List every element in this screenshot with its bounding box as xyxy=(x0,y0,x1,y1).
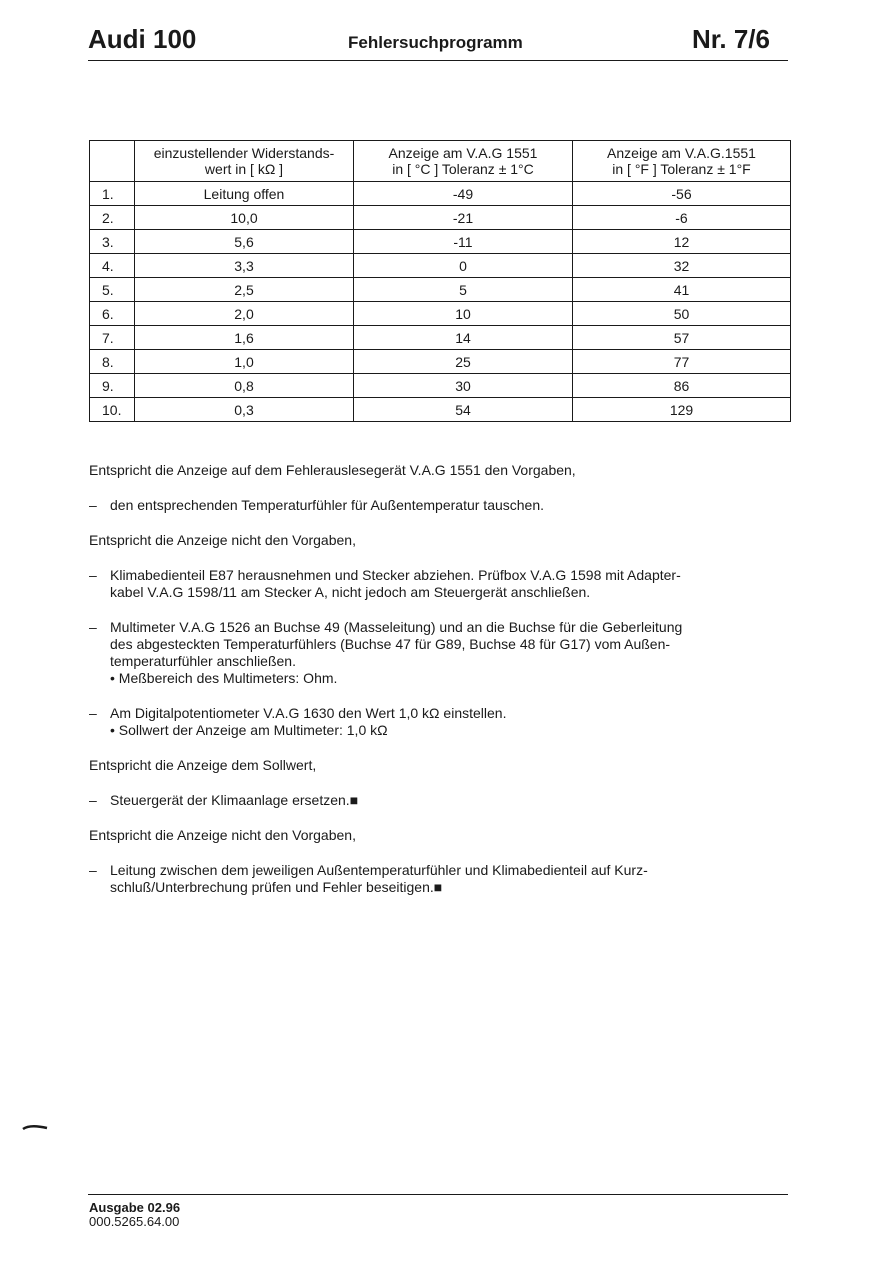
resistance-value: 5,6 xyxy=(135,230,354,254)
resistance-value: 2,5 xyxy=(135,278,354,302)
condition-nominal: Entspricht die Anzeige dem Sollwert, xyxy=(89,757,317,773)
table-row xyxy=(90,326,791,350)
celsius-value: 5 xyxy=(354,278,573,302)
condition-not-ok: Entspricht die Anzeige nicht den Vorgaben, xyxy=(89,532,356,548)
document-code: 000.5265.64.00 xyxy=(89,1214,180,1229)
dash: – xyxy=(89,792,97,808)
resistance-value: 0,8 xyxy=(135,374,354,398)
row-index: 10. xyxy=(90,398,135,422)
table-row xyxy=(90,374,791,398)
header-fahrenheit: Anzeige am V.A.G.1551 in [ °F ] Toleranz ± 1°F xyxy=(573,141,791,182)
step-check-wiring xyxy=(89,862,749,896)
resistance-table xyxy=(89,140,791,422)
celsius-value: -21 xyxy=(354,206,573,230)
step-text: Am Digitalpotentiometer V.A.G 1630 den Wert 1,0 kΩ einstellen. xyxy=(110,705,507,721)
header-divider xyxy=(88,60,788,61)
row-index: 8. xyxy=(90,350,135,374)
fahrenheit-value: -56 xyxy=(573,182,791,206)
header-celsius: Anzeige am V.A.G 1551 in [ °C ] Toleranz ± 1°C xyxy=(354,141,573,182)
fahrenheit-value: 57 xyxy=(573,326,791,350)
dash: – xyxy=(89,705,97,721)
fahrenheit-value: -6 xyxy=(573,206,791,230)
step-bullet: • Meßbereich des Multimeters: Ohm. xyxy=(110,670,338,686)
celsius-value: 10 xyxy=(354,302,573,326)
table-row xyxy=(90,230,791,254)
step-connect-multimeter xyxy=(89,619,749,687)
celsius-value: 0 xyxy=(354,254,573,278)
step-content xyxy=(110,705,749,739)
step-replace-control-unit xyxy=(89,792,749,809)
binder-mark-icon xyxy=(22,1124,48,1130)
row-index: 7. xyxy=(90,326,135,350)
table-body xyxy=(90,182,791,422)
celsius-value: 25 xyxy=(354,350,573,374)
dash: – xyxy=(89,619,97,635)
table-row xyxy=(90,350,791,374)
condition-not-ok-2: Entspricht die Anzeige nicht den Vorgaben, xyxy=(89,827,356,843)
row-index: 3. xyxy=(90,230,135,254)
model-title: Audi 100 xyxy=(88,24,197,54)
program-title: Fehlersuchprogramm xyxy=(348,33,523,52)
step-bullet: • Sollwert der Anzeige am Multimeter: 1,0 kΩ xyxy=(110,722,388,738)
fahrenheit-value: 41 xyxy=(573,278,791,302)
row-index: 6. xyxy=(90,302,135,326)
step-text: Leitung zwischen dem jeweiligen Außentemperaturfühler und Klimabedienteil auf Kurz- schluß/Unterbrechung prüfen und Fehler beseitigen.■ xyxy=(110,862,648,895)
page-header xyxy=(88,22,788,60)
fahrenheit-value: 77 xyxy=(573,350,791,374)
edition: Ausgabe 02.96 xyxy=(89,1200,181,1215)
step-content xyxy=(110,619,749,687)
fahrenheit-value: 12 xyxy=(573,230,791,254)
celsius-value: 54 xyxy=(354,398,573,422)
dash: – xyxy=(89,567,97,583)
fahrenheit-value: 50 xyxy=(573,302,791,326)
condition-ok: Entspricht die Anzeige auf dem Fehlerauslesegerät V.A.G 1551 den Vorgaben, xyxy=(89,462,576,478)
resistance-value: 1,0 xyxy=(135,350,354,374)
row-index: 4. xyxy=(90,254,135,278)
row-index: 9. xyxy=(90,374,135,398)
footer-divider xyxy=(88,1194,788,1195)
instructions xyxy=(89,462,749,914)
table-header-row xyxy=(90,141,791,182)
row-index: 2. xyxy=(90,206,135,230)
row-index: 5. xyxy=(90,278,135,302)
dash: – xyxy=(89,862,97,878)
resistance-value: 1,6 xyxy=(135,326,354,350)
table-row xyxy=(90,278,791,302)
celsius-value: 30 xyxy=(354,374,573,398)
header-index xyxy=(90,141,135,182)
step-set-potentiometer xyxy=(89,705,749,739)
fahrenheit-value: 32 xyxy=(573,254,791,278)
page-footer xyxy=(89,1201,180,1229)
header-resistance: einzustellender Widerstands- wert in [ kΩ ] xyxy=(135,141,354,182)
fahrenheit-value: 129 xyxy=(573,398,791,422)
resistance-value: 2,0 xyxy=(135,302,354,326)
step-text: Multimeter V.A.G 1526 an Buchse 49 (Masseleitung) und an die Buchse für die Geberleitung des abgesteckten Temperaturfühlers (Buchse 47 für G89, Buchse 48 für G17) vom Außen- temperaturfühler anschließen. xyxy=(110,619,683,669)
resistance-value: 10,0 xyxy=(135,206,354,230)
step-text: den entsprechenden Temperaturfühler für Außentemperatur tauschen. xyxy=(110,497,545,513)
celsius-value: -49 xyxy=(354,182,573,206)
table-row xyxy=(90,398,791,422)
table-row xyxy=(90,206,791,230)
celsius-value: 14 xyxy=(354,326,573,350)
row-index: 1. xyxy=(90,182,135,206)
resistance-value: 0,3 xyxy=(135,398,354,422)
step-connect-testbox xyxy=(89,567,749,601)
step-text: Steuergerät der Klimaanlage ersetzen.■ xyxy=(110,792,359,808)
page-number: Nr. 7/6 xyxy=(691,24,770,54)
table-row xyxy=(90,182,791,206)
celsius-value: -11 xyxy=(354,230,573,254)
dash: – xyxy=(89,497,97,513)
table-row xyxy=(90,254,791,278)
resistance-value: Leitung offen xyxy=(135,182,354,206)
resistance-value: 3,3 xyxy=(135,254,354,278)
table-row xyxy=(90,302,791,326)
step-replace-sensor xyxy=(89,497,749,514)
step-text: Klimabedienteil E87 herausnehmen und Stecker abziehen. Prüfbox V.A.G 1598 mit Adapter- kabel V.A.G 1598/11 am Stecker A, nicht jedoch am Steuergerät anschließen. xyxy=(110,567,681,600)
fahrenheit-value: 86 xyxy=(573,374,791,398)
